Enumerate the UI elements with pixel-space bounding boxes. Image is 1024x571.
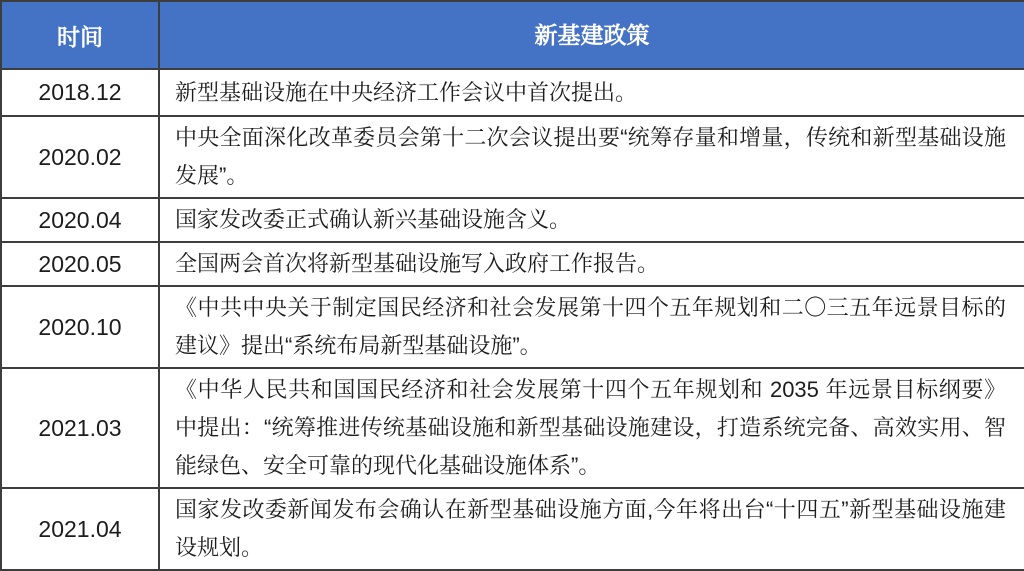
time-cell: 2020.04 xyxy=(1,198,159,242)
table-row xyxy=(1,198,1024,242)
table-row xyxy=(1,488,1024,570)
time-cell: 2020.02 xyxy=(1,116,159,198)
table-row xyxy=(1,242,1024,286)
time-cell: 2021.04 xyxy=(1,488,159,570)
policy-cell: 《中共中央关于制定国民经济和社会发展第十四个五年规划和二〇三五年远景目标的建议》提出“系统布局新型基础设施”。 xyxy=(159,286,1024,368)
table-row xyxy=(1,69,1024,116)
policy-cell: 中央全面深化改革委员会第十二次会议提出要“统筹存量和增量，传统和新型基础设施发展”。 xyxy=(159,116,1024,198)
time-cell: 2021.03 xyxy=(1,368,159,488)
column-header-time: 时间 xyxy=(1,1,159,69)
table-row xyxy=(1,368,1024,488)
time-cell: 2018.12 xyxy=(1,69,159,116)
table-header-row xyxy=(1,1,1024,69)
table-row xyxy=(1,116,1024,198)
time-cell: 2020.10 xyxy=(1,286,159,368)
column-header-policy: 新基建政策 xyxy=(159,1,1024,69)
policy-cell: 国家发改委新闻发布会确认在新型基础设施方面,今年将出台“十四五”新型基础设施建设规划。 xyxy=(159,488,1024,570)
policy-cell: 新型基础设施在中央经济工作会议中首次提出。 xyxy=(159,69,1024,116)
table-row xyxy=(1,286,1024,368)
time-cell: 2020.05 xyxy=(1,242,159,286)
policy-cell: 国家发改委正式确认新兴基础设施含义。 xyxy=(159,198,1024,242)
policy-cell: 《中华人民共和国国民经济和社会发展第十四个五年规划和 2035 年远景目标纲要》中提出：“统筹推进传统基础设施和新型基础设施建设，打造系统完备、高效实用、智能绿色、安全可靠的现代化基础设施体系”。 xyxy=(159,368,1024,488)
policy-cell: 全国两会首次将新型基础设施写入政府工作报告。 xyxy=(159,242,1024,286)
